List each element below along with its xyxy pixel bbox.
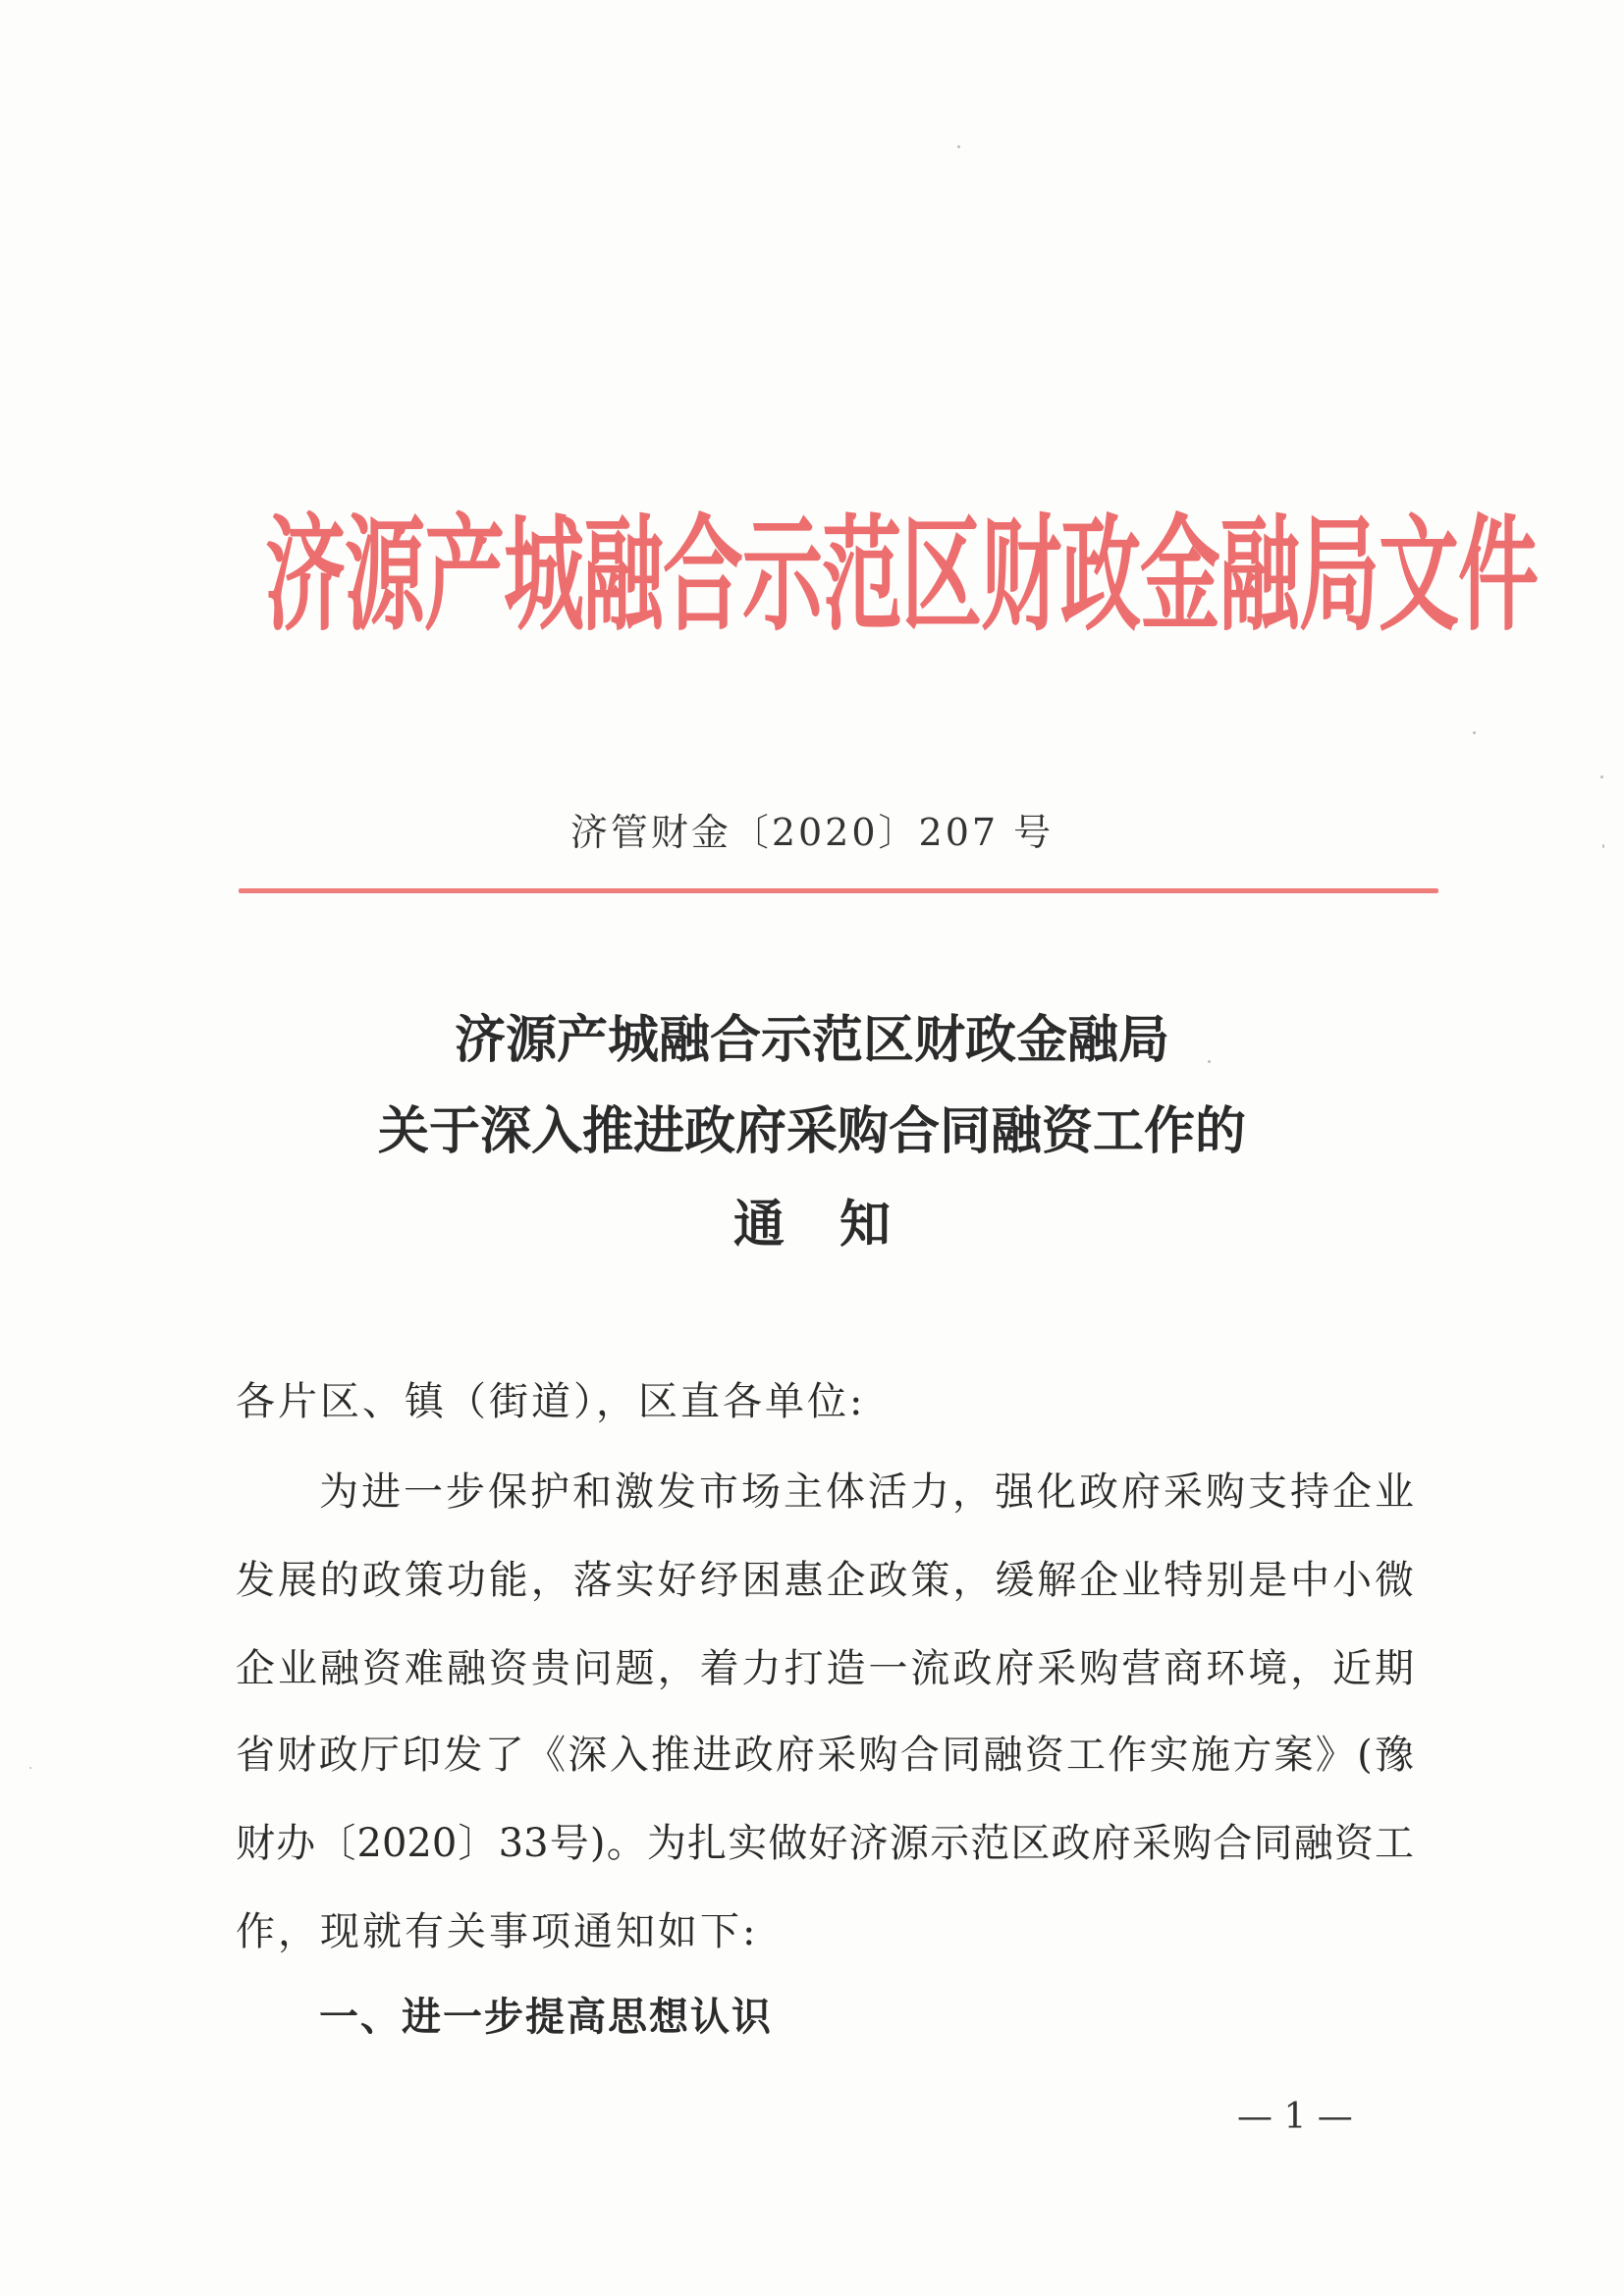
paragraph-line: 财办〔2020〕33号)。为扎实做好济源示范区政府采购合同融资工 bbox=[236, 1821, 1414, 1866]
scan-speck bbox=[957, 145, 960, 148]
document-number: 济管财金〔2020〕207 号 bbox=[569, 811, 1055, 854]
issuer-title: 济源产城融合示范区财政金融局文件 bbox=[265, 504, 1539, 650]
red-divider bbox=[239, 888, 1438, 893]
paragraph-line: 作，现就有关事项通知如下: bbox=[236, 1909, 759, 1954]
scan-speck bbox=[1208, 1060, 1211, 1063]
page-number: — 1 — bbox=[1237, 2097, 1353, 2137]
scan-speck bbox=[1602, 844, 1604, 848]
paragraph-line: 为进一步保护和激发市场主体活力，强化政府采购支持企业 bbox=[319, 1469, 1414, 1515]
addressee: 各片区、镇（街道），区直各单位: bbox=[236, 1379, 866, 1424]
paragraph-line: 发展的政策功能，落实好纾困惠企政策，缓解企业特别是中小微 bbox=[236, 1558, 1414, 1603]
section-heading: 一、进一步提高思想认识 bbox=[319, 1995, 773, 2040]
scan-speck bbox=[1600, 775, 1603, 778]
title-line-2: 关于深入推进政府采购合同融资工作的 bbox=[377, 1101, 1246, 1161]
title-line-3: 通知 bbox=[732, 1195, 946, 1255]
paragraph-line: 企业融资难融资贵问题，着力打造一流政府采购营商环境，近期 bbox=[236, 1646, 1414, 1691]
paragraph-line: 省财政厅印发了《深入推进政府采购合同融资工作实施方案》(豫 bbox=[236, 1733, 1414, 1778]
scan-speck bbox=[1473, 731, 1476, 734]
scan-speck bbox=[29, 1767, 31, 1769]
title-line-1: 济源产城融合示范区财政金融局 bbox=[454, 1010, 1169, 1070]
